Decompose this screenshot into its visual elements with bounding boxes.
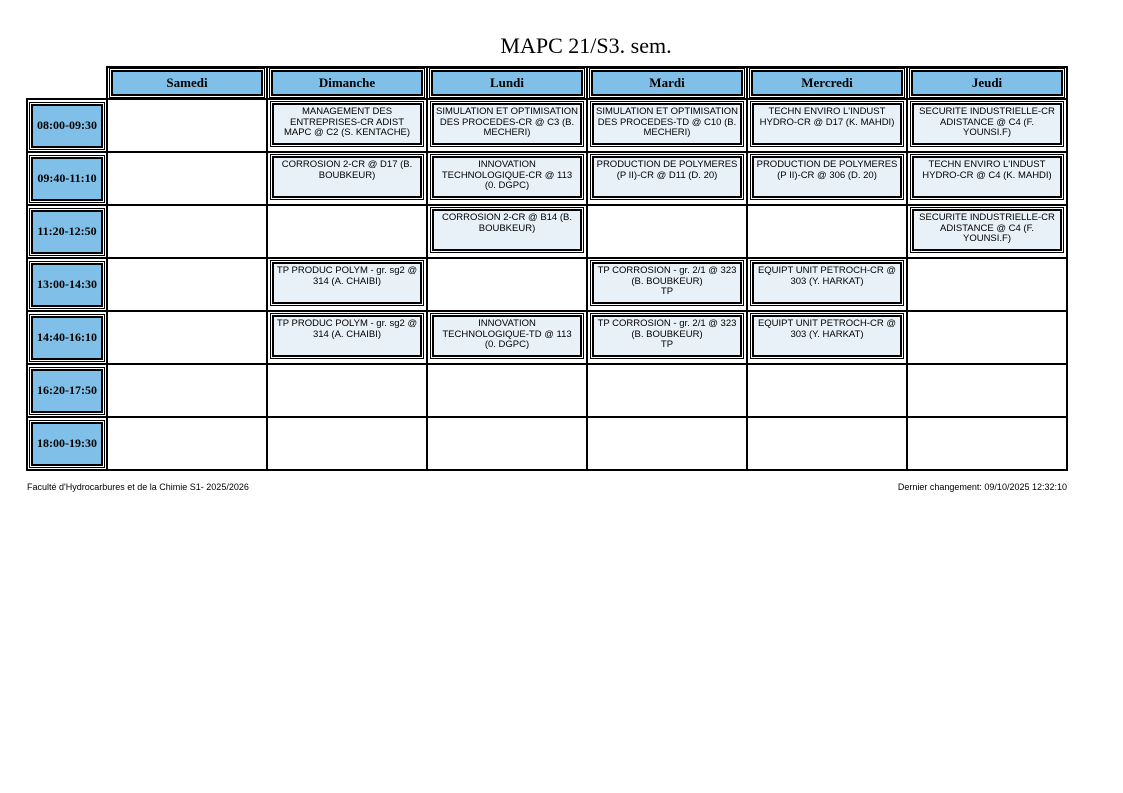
course-block[interactable]: SECURITE INDUSTRIELLE-CR ADISTANCE @ C4 (F. YOUNSI.F) [912, 209, 1062, 251]
time-slot-label: 14:40-16:10 [31, 316, 103, 360]
schedule-cell [907, 258, 1067, 311]
day-header: Mercredi [751, 70, 903, 96]
time-slot-cell [27, 364, 107, 417]
schedule-cell [587, 152, 747, 205]
time-slot-cell [27, 311, 107, 364]
time-slot-label: 11:20-12:50 [31, 210, 103, 254]
time-slot-row [27, 205, 1067, 258]
schedule-cell [907, 99, 1067, 152]
schedule-cell [107, 152, 267, 205]
schedule-cell [427, 364, 587, 417]
day-header: Samedi [111, 70, 263, 96]
schedule-cell [907, 311, 1067, 364]
schedule-cell [107, 258, 267, 311]
course-block[interactable]: PRODUCTION DE POLYMERES (P II)-CR @ 306 (D. 20) [752, 156, 902, 198]
schedule-cell [267, 99, 427, 152]
time-slot-label: 18:00-19:30 [31, 422, 103, 466]
schedule-cell [107, 311, 267, 364]
schedule-cell [747, 152, 907, 205]
schedule-cell [587, 258, 747, 311]
schedule-cell [427, 417, 587, 470]
schedule-cell [907, 152, 1067, 205]
schedule-cell [587, 364, 747, 417]
time-slot-row [27, 152, 1067, 205]
schedule-cell [427, 99, 587, 152]
timetable [26, 66, 1068, 471]
corner-cell [27, 67, 107, 99]
schedule-cell [427, 152, 587, 205]
footer-last-change: Dernier changement: 09/10/2025 12:32:10 [897, 482, 1067, 492]
schedule-cell [267, 417, 427, 470]
schedule-cell [107, 99, 267, 152]
day-header: Jeudi [911, 70, 1063, 96]
page-title: MAPC 21/S3. sem. [500, 33, 672, 58]
schedule-cell [267, 205, 427, 258]
course-block[interactable]: TP CORROSION - gr. 2/1 @ 323 (B. BOUBKEUR) TP [592, 315, 742, 357]
time-slot-row [27, 258, 1067, 311]
time-slot-cell [27, 258, 107, 311]
course-block[interactable]: TECHN ENVIRO L'INDUST HYDRO-CR @ D17 (K. MAHDI) [752, 103, 902, 145]
schedule-cell [107, 364, 267, 417]
time-slot-cell [27, 152, 107, 205]
schedule-cell [747, 364, 907, 417]
day-header-cell [267, 67, 427, 99]
course-block[interactable]: TP PRODUC POLYM - gr. sg2 @ 314 (A. CHAIBI) [272, 262, 422, 304]
day-header-cell [427, 67, 587, 99]
time-slot-cell [27, 205, 107, 258]
day-header-cell [907, 67, 1067, 99]
course-block[interactable]: MANAGEMENT DES ENTREPRISES-CR ADIST MAPC @ C2 (S. KENTACHE) [272, 103, 422, 145]
schedule-cell [747, 258, 907, 311]
schedule-cell [587, 99, 747, 152]
schedule-cell [907, 417, 1067, 470]
schedule-cell [267, 364, 427, 417]
header-row [27, 67, 1067, 99]
schedule-cell [587, 417, 747, 470]
schedule-cell [587, 205, 747, 258]
time-slot-row [27, 364, 1067, 417]
schedule-cell [747, 205, 907, 258]
day-header-cell [587, 67, 747, 99]
schedule-cell [267, 258, 427, 311]
course-block[interactable]: TP PRODUC POLYM - gr. sg2 @ 314 (A. CHAIBI) [272, 315, 422, 357]
day-header: Dimanche [271, 70, 423, 96]
footer-faculty: Faculté d'Hydrocarbures et de la Chimie S1- 2025/2026 [27, 482, 249, 492]
time-slot-cell [27, 417, 107, 470]
time-slot-row [27, 311, 1067, 364]
course-block[interactable]: SIMULATION ET OPTIMISATION DES PROCEDES-CR @ C3 (B. MECHERI) [432, 103, 582, 145]
schedule-cell [267, 152, 427, 205]
time-slot-label: 08:00-09:30 [31, 104, 103, 148]
course-block[interactable]: PRODUCTION DE POLYMERES (P II)-CR @ D11 (D. 20) [592, 156, 742, 198]
time-slot-label: 16:20-17:50 [31, 369, 103, 413]
schedule-cell [107, 417, 267, 470]
schedule-cell [587, 311, 747, 364]
time-slot-label: 13:00-14:30 [31, 263, 103, 307]
course-block[interactable]: TECHN ENVIRO L'INDUST HYDRO-CR @ C4 (K. MAHDI) [912, 156, 1062, 198]
time-slot-row [27, 417, 1067, 470]
schedule-cell [267, 311, 427, 364]
time-slot-cell [27, 99, 107, 152]
schedule-cell [427, 205, 587, 258]
course-block[interactable]: EQUIPT UNIT PETROCH-CR @ 303 (Y. HARKAT) [752, 315, 902, 357]
course-block[interactable]: INNOVATION TECHNOLOGIQUE-CR @ 113 (0. DGPC) [432, 156, 582, 198]
schedule-cell [747, 99, 907, 152]
course-block[interactable]: CORROSION 2-CR @ D17 (B. BOUBKEUR) [272, 156, 422, 198]
course-block[interactable]: TP CORROSION - gr. 2/1 @ 323 (B. BOUBKEUR) TP [592, 262, 742, 304]
schedule-cell [427, 258, 587, 311]
schedule-cell [747, 311, 907, 364]
time-slot-row [27, 99, 1067, 152]
course-block[interactable]: SECURITE INDUSTRIELLE-CR ADISTANCE @ C4 (F. YOUNSI.F) [912, 103, 1062, 145]
course-block[interactable]: EQUIPT UNIT PETROCH-CR @ 303 (Y. HARKAT) [752, 262, 902, 304]
day-header: Mardi [591, 70, 743, 96]
schedule-cell [907, 364, 1067, 417]
time-slot-label: 09:40-11:10 [31, 157, 103, 201]
schedule-cell [907, 205, 1067, 258]
course-block[interactable]: CORROSION 2-CR @ B14 (B. BOUBKEUR) [432, 209, 582, 251]
day-header-cell [747, 67, 907, 99]
day-header-cell [107, 67, 267, 99]
course-block[interactable]: SIMULATION ET OPTIMISATION DES PROCEDES-TD @ C10 (B. MECHERI) [592, 103, 742, 145]
day-header: Lundi [431, 70, 583, 96]
schedule-cell [427, 311, 587, 364]
course-block[interactable]: INNOVATION TECHNOLOGIQUE-TD @ 113 (0. DGPC) [432, 315, 582, 357]
schedule-cell [747, 417, 907, 470]
schedule-cell [107, 205, 267, 258]
